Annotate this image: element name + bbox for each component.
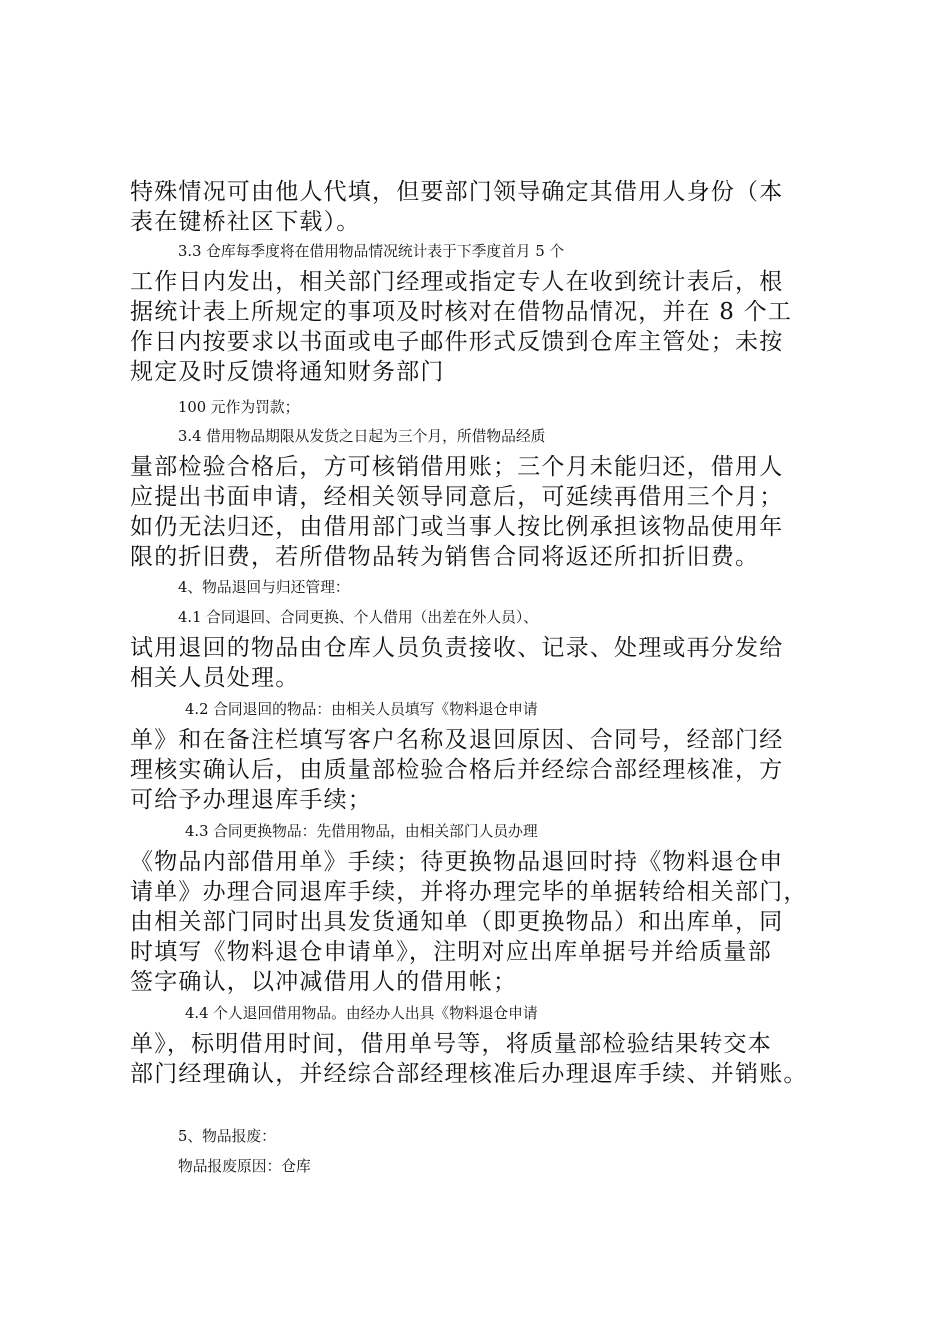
text-line: 作日内按要求以书面或电子邮件形式反馈到仓库主管处；未按 <box>130 329 784 355</box>
text-line: 相关人员处理。 <box>130 665 300 691</box>
text-line: 4.2 合同退回的物品：由相关人员填写《物料退仓申请 <box>185 701 538 718</box>
text-line: 试用退回的物品由仓库人员负责接收、记录、处理或再分发给 <box>130 635 784 661</box>
section-heading: 4、物品退回与归还管理： <box>178 579 350 596</box>
text-line: 工作日内发出，相关部门经理或指定专人在收到统计表后，根 <box>130 269 784 295</box>
text-line: 签字确认，以冲减借用人的借用帐； <box>130 969 518 995</box>
text-line: 3.3 仓库每季度将在借用物品情况统计表于下季度首月 5 个 <box>178 243 565 260</box>
text-line: 4.3 合同更换物品：先借用物品，由相关部门人员办理 <box>185 823 538 840</box>
text-line: 4.1 合同退回、合同更换、个人借用（出差在外人员）、 <box>178 609 539 626</box>
text-line: 据统计表上所规定的事项及时核对在借物品情况，并在 8 个工 <box>130 299 793 325</box>
text-line: 时填写《物料退仓申请单》，注明对应出库单据号并给质量部 <box>130 939 772 965</box>
text-line: 限的折旧费，若所借物品转为销售合同将返还所扣折旧费。 <box>130 544 760 570</box>
text-line: 特殊情况可由他人代填，但要部门领导确定其借用人身份（本 <box>130 179 784 205</box>
text-line: 理核实确认后，由质量部检验合格后并经综合部经理核准，方 <box>130 757 784 783</box>
text-line: 由相关部门同时出具发货通知单（即更换物品）和出库单，同 <box>130 909 784 935</box>
text-line: 表在键桥社区下载）。 <box>130 209 361 235</box>
text-line: 100 元作为罚款； <box>178 399 300 416</box>
section-heading: 5、物品报废： <box>178 1128 276 1145</box>
text-line: 应提出书面申请，经相关领导同意后，可延续再借用三个月； <box>130 484 784 510</box>
text-line: 量部检验合格后，方可核销借用账；三个月未能归还，借用人 <box>130 454 784 480</box>
text-line: 如仍无法归还，由借用部门或当事人按比例承担该物品使用年 <box>130 514 784 540</box>
text-line: 4.4 个人退回借用物品。由经办人出具《物料退仓申请 <box>185 1005 538 1022</box>
text-line: 单》和在备注栏填写客户名称及退回原因、合同号，经部门经 <box>130 727 784 753</box>
text-line: 《物品内部借用单》手续；待更换物品退回时持《物料退仓申 <box>130 849 784 875</box>
text-line: 物品报废原因：仓库 <box>178 1158 311 1175</box>
text-line: 请单》办理合同退库手续，并将办理完毕的单据转给相关部门， <box>130 879 808 905</box>
text-line: 单》，标明借用时间，借用单号等，将质量部检验结果转交本 <box>130 1031 772 1057</box>
text-line: 规定及时反馈将通知财务部门 <box>130 359 445 385</box>
text-line: 3.4 借用物品期限从发货之日起为三个月，所借物品经质 <box>178 428 546 445</box>
text-line: 部门经理确认，并经综合部经理核准后办理退库手续、并销账。 <box>130 1061 808 1087</box>
text-line: 可给予办理退库手续； <box>130 787 372 813</box>
